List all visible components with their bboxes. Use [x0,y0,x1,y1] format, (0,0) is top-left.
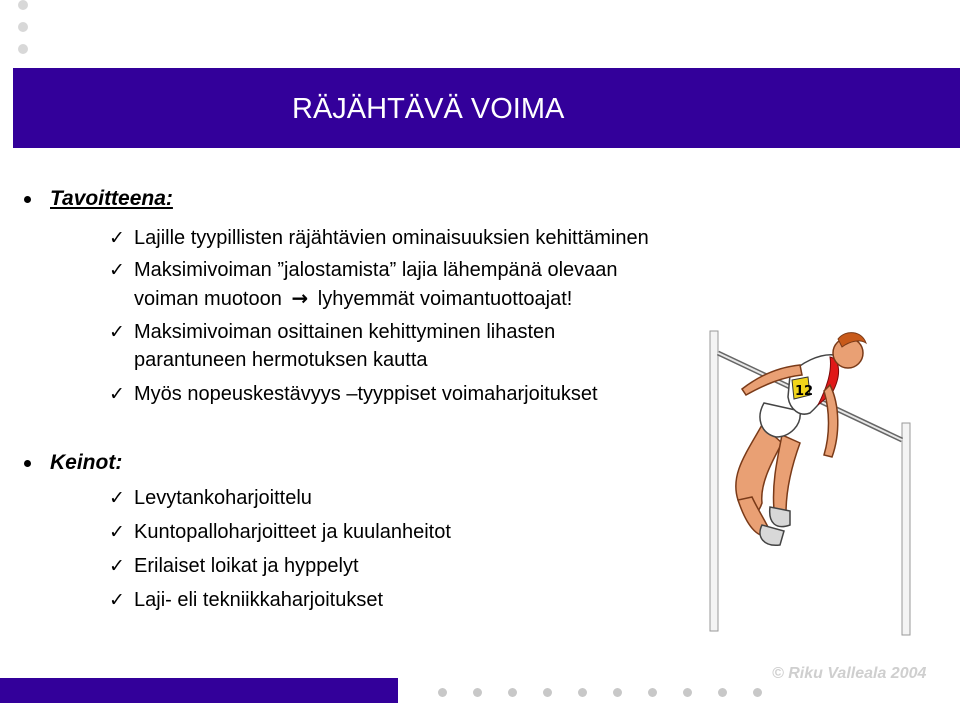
decor-dot [508,688,517,697]
list-item: Lajille tyypillisten räjähtävien ominaisuuksien kehittäminen [134,227,649,249]
checkmark-icon: ✓ [109,589,125,611]
section-heading-goals: Tavoitteena: [50,187,173,210]
bullet-icon [24,460,31,467]
list-item-continued: parantuneen hermotuksen kautta [134,349,428,371]
list-item: Kuntopalloharjoitteet ja kuulanheitot [134,521,451,543]
checkmark-icon: ✓ [109,487,125,509]
decor-dot [438,688,447,697]
list-item-part: voiman muotoon [134,288,282,310]
checkmark-icon: ✓ [109,555,125,577]
bullet-icon [24,196,31,203]
slide-title: RÄJÄHTÄVÄ VOIMA [292,93,565,125]
decor-dot [18,44,28,54]
decor-dot [753,688,762,697]
decor-dot [648,688,657,697]
list-item: Maksimivoiman ”jalostamista” lajia lähempänä olevaan [134,259,618,281]
decor-dot [543,688,552,697]
copyright-text: © Riku Valleala 2004 [772,665,927,682]
section-heading-methods: Keinot: [50,451,123,474]
list-item-continued [134,286,572,311]
decor-dot [473,688,482,697]
bib-number: 12 [795,384,814,399]
high-jumper-illustration [690,325,920,645]
list-item: Laji- eli tekniikkaharjoitukset [134,589,384,611]
checkmark-icon: ✓ [109,259,125,281]
decor-dot [578,688,587,697]
decor-dot [613,688,622,697]
list-item: Erilaiset loikat ja hyppelyt [134,555,359,577]
list-item: Maksimivoiman osittainen kehittyminen lihasten [134,321,556,343]
decor-dot [683,688,692,697]
checkmark-icon: ✓ [109,321,125,343]
checkmark-icon: ✓ [109,383,125,405]
footer-bar [0,678,398,703]
checkmark-icon: ✓ [109,521,125,543]
checkmark-icon: ✓ [109,227,125,249]
list-item-part: lyhyemmät voimantuottoajat! [317,288,573,310]
decor-dot [18,0,28,10]
list-item: Myös nopeuskestävyys –tyyppiset voimaharjoitukset [134,383,598,405]
decor-dot [18,22,28,32]
right-arrow-icon: → [291,286,309,310]
list-item: Levytankoharjoittelu [134,487,312,509]
decor-dot [718,688,727,697]
